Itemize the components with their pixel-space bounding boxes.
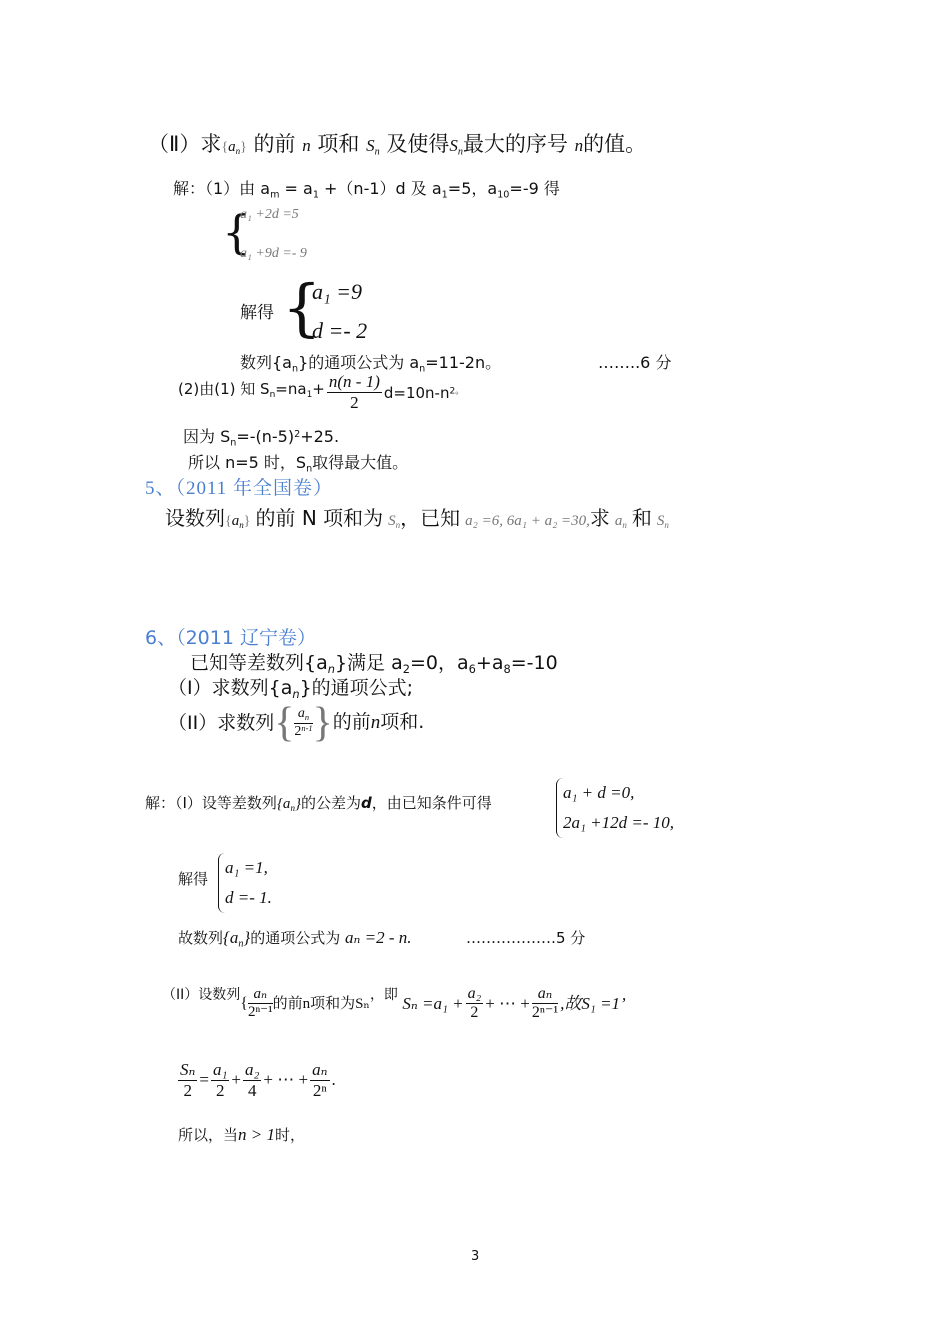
part2-sum-line: (2)由(1) 知 $S_n=na_1+$ $\frac{n(n - 1)}{2}$ $d=10n-n^{2。}$ [178, 372, 465, 412]
because-line [183, 424, 339, 448]
so-a: 所以 n=5 时，S [188, 453, 307, 472]
sol6-text-c: ，由已知条件可得 [371, 794, 492, 812]
var-s: S [366, 136, 375, 155]
system-2-brace: { [282, 271, 322, 344]
score-5: ………………5 分 [466, 929, 586, 947]
p2-a-sub: n [269, 390, 276, 401]
q6-given-b-sub: 2 [402, 661, 410, 676]
q6-p2-b: 的前 [332, 711, 371, 734]
q6-frac-a: a [297, 706, 305, 721]
sol6-text-b: 的公差为 [300, 794, 361, 812]
sol6-gen-seq-sub: n [238, 938, 244, 950]
sol1-text-d: =5，a [447, 179, 498, 198]
q5-s-sub-2: n [664, 520, 669, 531]
q6-given-b: }满足 a [334, 652, 403, 674]
seq-an [228, 139, 240, 155]
system-2-row2: d =- 2 [312, 318, 368, 343]
part-ii-prefix: （Ⅱ）求 [148, 132, 222, 156]
q6-p2-a: （II）求数列 [168, 711, 275, 734]
sol6-p2-frac2-den: 2 [470, 1004, 479, 1022]
text-xianghe: 项和 [317, 132, 360, 156]
q5-an-2 [615, 513, 627, 529]
p2-b: =na [275, 379, 307, 398]
sol6-result [218, 853, 272, 913]
q6-p1-a: （I）求数列{a [168, 677, 293, 699]
sol6-p2-formula-b: + ⋯ + [485, 993, 530, 1013]
because-a: 因为 S [183, 427, 231, 446]
sol6-p2-formula-c: ,故S₁ =1’ [560, 993, 626, 1013]
q6-given-c-sub: 6 [468, 661, 476, 676]
p2-c: d=10n-n [383, 383, 450, 402]
q6-part1 [168, 673, 413, 701]
q6-given-e: =-10 [510, 652, 558, 674]
sol6-gen-a: 故数列 [178, 929, 224, 947]
term2-frac [243, 1060, 261, 1100]
sol1-sub-1: 1 [312, 189, 319, 201]
sol6-p2-frac [248, 986, 273, 1022]
half-num: Sₙ [180, 1060, 196, 1079]
q6-brace-l: { [274, 699, 295, 746]
q5-a: a [231, 513, 240, 529]
q5-a-sub-2: n [622, 520, 627, 531]
q5-heading: 5、（2011 年全国卷） [145, 478, 334, 499]
gen1-b: }的通项公式为 a [298, 353, 420, 372]
q5-an [232, 513, 244, 529]
var-s-sub-2: n [457, 146, 463, 158]
sol6-p2-frac3 [532, 985, 558, 1023]
sol6-sys-row1: a₁ + d =0, [563, 783, 635, 802]
var-n-2: n [574, 136, 584, 155]
q6-frac-exp: n-1 [301, 723, 313, 733]
when-a: 所以，当 [178, 1126, 239, 1144]
sol6-part2-line [162, 985, 626, 1023]
q5-text-e: 和 [631, 506, 652, 530]
half-eq: = [199, 1070, 209, 1090]
half-dots: + ⋯ + [263, 1070, 309, 1090]
sol6-p2-frac2-num: a₂ [466, 985, 484, 1004]
q5-brace-r: } [243, 514, 251, 529]
sol6-p2-frac-den: 2ⁿ⁻¹ [247, 1004, 273, 1021]
when-line [178, 1124, 305, 1145]
seq-letter: a [228, 139, 236, 155]
sol6-seq [277, 796, 301, 812]
system-1-row1: a₁ +2d =5 [240, 207, 299, 222]
sol6-p2-frac2 [466, 985, 484, 1023]
sol6-p2-frac-num: aₙ [248, 986, 273, 1004]
when-b: 时， [275, 1126, 306, 1144]
q6-given-c: =0，a [410, 652, 469, 674]
so-b: 取得最大值。 [312, 453, 409, 472]
sol6-solve-label: 解得 [178, 870, 209, 888]
term3-den: 2ⁿ [312, 1080, 327, 1100]
q6-p2-c: 项和. [380, 711, 425, 734]
sol1-text-a: 解：（1）由 a [173, 179, 271, 198]
sol6-gen-seq [223, 928, 251, 950]
solve-label-1: 解得 [240, 303, 274, 323]
q6-brace-r: } [312, 699, 333, 746]
frac-den: 2 [350, 392, 359, 412]
gen1-a: 数列{a [240, 353, 292, 372]
var-n: n [302, 136, 311, 155]
sol6-p2-b: 的前n项和为Sₙ [272, 995, 370, 1012]
text-dezhi: 的值。 [583, 132, 647, 156]
sol6-system [556, 778, 674, 838]
half-den: 2 [183, 1080, 192, 1100]
because-c: +25. [300, 427, 340, 446]
sol6-gen-formula: aₙ =2 - n. [345, 928, 412, 947]
score-6: ……..6 分 [598, 353, 672, 372]
q6-given [190, 648, 558, 676]
q6-part2 [168, 699, 425, 746]
half-period: . [331, 1070, 336, 1090]
sol6-gen-seq-end: } [243, 928, 251, 947]
sol6-res-row1: a₁ =1, [225, 858, 268, 877]
text-qian: 的前 [253, 132, 296, 156]
when-cond: n > 1 [238, 1125, 275, 1144]
q6-p1-b: }的通项公式; [299, 677, 414, 699]
term1-frac [211, 1060, 229, 1100]
seq-brace-right: } [240, 140, 247, 155]
because-sup: 2 [294, 429, 301, 441]
sol6-seq-a: {a [276, 796, 291, 812]
fraction-n-n-1-over-2 [327, 372, 382, 412]
sol1-text-e: =-9 得 [509, 179, 560, 198]
page-number: 3 [471, 1249, 480, 1264]
q6-given-a: 已知等差数列{a [190, 652, 328, 674]
p2-c-sup: 2。 [449, 386, 465, 397]
sol6-line1 [145, 792, 492, 813]
gen1-c: =11-2n。 [425, 353, 502, 372]
sol6-res-row2: d =- 1. [225, 888, 272, 907]
q5-brace-l: { [225, 514, 232, 529]
sol6-seq-end: } [294, 796, 301, 812]
system-1-brace: { [222, 205, 252, 259]
sol6-text-a: 解：（I）设等差数列 [145, 794, 277, 812]
q6-given-a-sub: n [327, 661, 335, 676]
q5-text-c: ，已知 [400, 506, 461, 530]
var-s-2: S [449, 136, 458, 155]
term2-den: 4 [247, 1080, 257, 1100]
q5-s: S [388, 513, 396, 529]
sol6-p2-formula-a: Sₙ =a₁ + [402, 993, 464, 1013]
sol6-p2-c: ，即 [369, 987, 398, 1003]
frac-num: n(n - 1) [328, 372, 380, 391]
q6-given-d-sub: 8 [503, 661, 511, 676]
part-ii-question [148, 128, 646, 158]
sol6-seq-sub: n [290, 803, 295, 814]
half-sum-equation [176, 1060, 336, 1100]
sol6-sys-row2: 2a₁ +12d =- 10, [563, 813, 675, 832]
q5-condition: a₂ =6, 6a₁ + a₂ =30, [465, 513, 590, 529]
because-b: =-(n-5) [236, 427, 295, 446]
sol6-p2-frac3-den: 2ⁿ⁻¹ [531, 1004, 559, 1022]
q5-sn [388, 513, 400, 529]
term2-num: a₂ [245, 1060, 260, 1079]
q5-text-d: 求 [589, 506, 610, 530]
sol1-sub-1b: 1 [441, 189, 448, 201]
term3-frac [310, 1060, 329, 1100]
q6-p2-n: n [370, 712, 381, 734]
system-2-row1: a₁ =9 [312, 279, 362, 304]
sol1-sub-m: m [270, 189, 280, 201]
sol6-d: d [360, 794, 372, 812]
q5-text [165, 502, 669, 531]
q6-p1-a-sub: n [292, 686, 300, 701]
general-term-1 [240, 350, 501, 374]
half-frac [178, 1060, 197, 1100]
p2-b-sub: 1 [306, 390, 313, 401]
q5-s-sub: n [395, 520, 401, 531]
var-sn-2 [449, 136, 463, 158]
text-zuida: 最大的序号 [462, 132, 568, 156]
sol6-p2-a: （II）设数列 [162, 987, 241, 1003]
system-1-row2: a₁ +9d =- 9 [240, 246, 307, 261]
sol1-sub-10: 10 [497, 189, 510, 201]
sol1-text-b: = a [279, 179, 313, 198]
q6-fraction [294, 706, 312, 740]
p2-a: (2)由(1) 知 S [178, 379, 270, 398]
term1-den: 2 [215, 1080, 225, 1100]
q6-frac-2: 2 [294, 723, 302, 739]
gen1-a-sub: n [292, 363, 299, 375]
so-line [188, 450, 408, 474]
sol1-text-c: +（n-1）d 及 a [318, 179, 442, 198]
half-plus: + [231, 1070, 241, 1090]
q6-heading: 6、（2011 辽宁卷） [145, 627, 316, 649]
q5-text-b: 的前 N 项和为 [255, 506, 384, 530]
sol6-gen-b: 的通项公式为 [250, 929, 341, 947]
so-a-sub: n [306, 463, 313, 475]
var-s-sub: n [374, 146, 380, 158]
q5-s-2: S [656, 513, 665, 529]
q5-sn-2 [657, 513, 669, 529]
sol6-p2-frac3-num: aₙ [532, 985, 558, 1004]
sol6-general [178, 927, 412, 950]
q5-text-a: 设数列 [165, 506, 225, 530]
seq-brace-left: { [221, 140, 229, 155]
q6-given-d: +a [475, 652, 504, 674]
var-sn [366, 136, 380, 158]
q6-frac-a-sub: n [304, 712, 310, 722]
term1-num: a₁ [212, 1060, 228, 1079]
q5-a-sub: n [239, 520, 244, 531]
sol6-gen-seq-a: {a [223, 928, 239, 947]
term3-num: aₙ [312, 1060, 328, 1079]
q5-a-2: a [614, 513, 623, 529]
sol6-p2-brace: { [240, 994, 248, 1012]
text-jishide: 及使得 [386, 132, 450, 156]
seq-sub: n [235, 146, 241, 157]
gen1-b-sub: n [419, 363, 426, 375]
because-a-sub: n [230, 437, 237, 449]
solution-1-line1 [173, 176, 560, 200]
